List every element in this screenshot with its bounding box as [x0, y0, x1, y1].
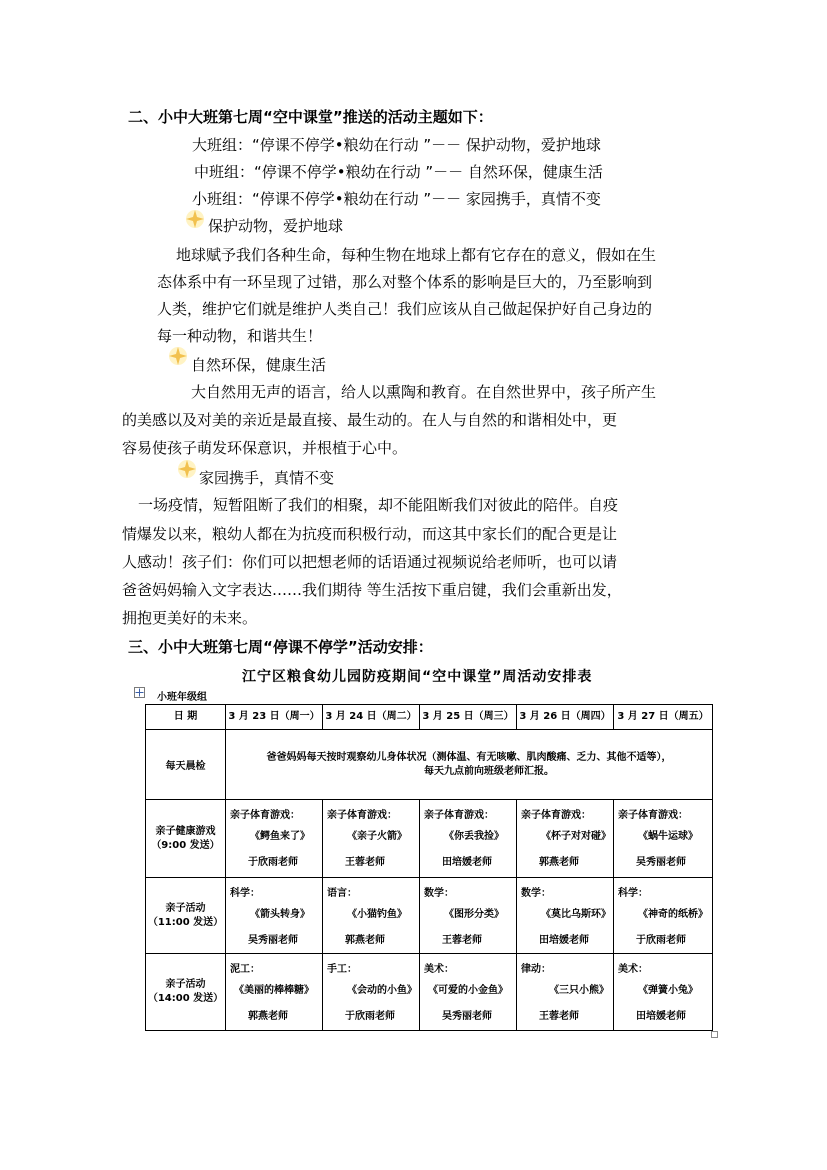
section3-heading: 三、小中大班第七周“停课不停学”活动安排：: [128, 638, 433, 656]
activity-cell: [226, 800, 323, 878]
activity-cell: [420, 800, 517, 878]
paragraph-line: 拥抱更美好的未来。: [122, 609, 258, 627]
activity-name: 《图形分类》: [444, 909, 504, 920]
activity-type: 美术：: [618, 964, 648, 975]
group-line-large: 大班组：“停课不停学•粮幼在行动 ”－－ 保护动物，爱护地球: [192, 136, 601, 154]
activity-type: 数学：: [521, 888, 551, 899]
activity-type: 亲子体育游戏：: [618, 810, 688, 821]
activity-name: 《箭头转身》: [250, 909, 310, 920]
group-label: 小班年级组: [157, 692, 207, 703]
date-text: 3 月 26 日（周四）: [519, 711, 611, 722]
activity-name: 《鳄鱼来了》: [250, 831, 310, 842]
activity-type: 美术：: [424, 964, 454, 975]
date-cell: [226, 705, 323, 730]
activity-teacher: 于欣雨老师: [636, 935, 686, 946]
activity-type: 亲子体育游戏：: [424, 810, 494, 821]
date-cell: [420, 705, 517, 730]
activity-type: 亲子体育游戏：: [327, 810, 397, 821]
table-row: [146, 730, 713, 800]
row-label-cell: [146, 730, 226, 800]
row-label: 亲子活动: [165, 979, 206, 990]
activity-name: 《你丢我捡》: [444, 831, 504, 842]
activity-cell: [323, 878, 420, 954]
sparkle-star-icon: [185, 209, 205, 229]
activity-teacher: 田培媛老师: [442, 857, 492, 868]
activity-teacher: 郭燕老师: [248, 1011, 288, 1022]
activity-cell: [420, 954, 517, 1031]
paragraph-line: 态体系中有一环呈现了过错，那么对整个体系的影响是巨大的，乃至影响到: [157, 273, 653, 291]
activity-teacher: 王蓉老师: [345, 857, 385, 868]
activity-name: 《亲子火箭》: [347, 831, 407, 842]
activity-type: 科学：: [618, 888, 648, 899]
row-time: （11:00 发送）: [147, 916, 224, 928]
activity-cell: [323, 800, 420, 878]
activity-teacher: 于欣雨老师: [345, 1011, 395, 1022]
paragraph-line: 人感动！孩子们：你们可以把想老师的话语通过视频说给老师听，也可以请: [122, 553, 618, 571]
date-text: 3 月 24 日（周二）: [325, 711, 417, 722]
date-label-cell: [146, 705, 226, 730]
activity-name: 《神奇的纸桥》: [638, 909, 708, 920]
morning-check-cell: [226, 730, 713, 800]
date-cell: [517, 705, 614, 730]
section2-heading: 二、小中大班第七周“空中课堂”推送的活动主题如下：: [128, 108, 493, 126]
row-label-cell: [146, 800, 226, 878]
paragraph-line: 每一种动物，和谐共生！: [157, 327, 323, 345]
row-label-cell: [146, 954, 226, 1031]
table-row: [146, 954, 713, 1031]
date-cell: [614, 705, 713, 730]
date-cell: [323, 705, 420, 730]
activity-name: 《可爱的小金鱼》: [428, 985, 508, 996]
activity-type: 科学：: [230, 888, 260, 899]
group-line-middle: 中班组：“停课不停学•粮幼在行动 ”－－ 自然环保，健康生活: [194, 163, 603, 181]
activity-cell: [517, 954, 614, 1031]
paragraph-line: 人类，维护它们就是维护人类自己！我们应该从自己做起保护好自己身边的: [157, 300, 653, 318]
table-row: [146, 878, 713, 954]
activity-type: 手工：: [327, 964, 357, 975]
row-label: 亲子健康游戏: [155, 825, 216, 837]
topic-title: 保护动物，爱护地球: [208, 217, 344, 235]
activity-teacher: 郭燕老师: [345, 935, 385, 946]
activity-teacher: 田培媛老师: [636, 1011, 686, 1022]
activity-cell: [420, 878, 517, 954]
morning-text: 爸爸妈妈每天按时观察幼儿身体状况（测体温、有无咳嗽、肌肉酸痛、乏力、其他不适等），: [266, 751, 672, 763]
activity-name: 《美丽的棒棒糖》: [234, 985, 314, 996]
activity-type: 亲子体育游戏：: [230, 810, 300, 821]
row-time: （9:00 发送）: [151, 839, 220, 851]
paragraph-line: 地球赋予我们各种生命，每种生物在地球上都有它存在的意义，假如在生: [176, 246, 657, 264]
paragraph-line: 容易使孩子萌发环保意识，并根植于心中。: [122, 439, 408, 457]
morning-text: 每天九点前向班级老师汇报。: [424, 765, 554, 777]
date-text: 3 月 25 日（周三）: [422, 711, 514, 722]
activity-cell: [323, 954, 420, 1031]
row-label: 每天晨检: [165, 761, 206, 772]
activity-cell: [226, 954, 323, 1031]
topic-title: 家园携手，真情不变: [199, 469, 335, 487]
activity-type: 泥工：: [230, 964, 260, 975]
table-title: 江宁区粮食幼儿园防疫期间“空中课堂”周活动安排表: [242, 669, 593, 685]
row-label: 亲子活动: [165, 902, 206, 914]
paragraph-line: 一场疫情，短暂阻断了我们的相聚，却不能阻断我们对彼此的陪伴。自疫: [138, 496, 619, 514]
activity-teacher: 王蓉老师: [539, 1011, 579, 1022]
activity-teacher: 吴秀丽老师: [636, 857, 686, 868]
activity-name: 《小猫钓鱼》: [347, 909, 407, 920]
group-line-small: 小班组：“停课不停学•粮幼在行动 ”－－ 家园携手，真情不变: [192, 190, 601, 208]
activity-cell: [226, 878, 323, 954]
paragraph-line: 大自然用无声的语言，给人以熏陶和教育。在自然世界中，孩子所产生: [191, 383, 657, 401]
activity-teacher: 吴秀丽老师: [442, 1011, 492, 1022]
paragraph-line: 爸爸妈妈输入文字表达……我们期待 等生活按下重启键，我们会重新出发，: [122, 581, 622, 599]
date-text: 3 月 27 日（周五）: [617, 711, 709, 722]
activity-teacher: 田培媛老师: [539, 935, 589, 946]
activity-name: 《杯子对对碰》: [541, 831, 611, 842]
move-handle-icon[interactable]: [134, 687, 145, 698]
activity-type: 语言：: [327, 888, 357, 899]
activity-name: 《莫比乌斯环》: [541, 909, 611, 920]
activity-teacher: 吴秀丽老师: [248, 935, 298, 946]
activity-name: 《三只小熊》: [549, 985, 609, 996]
activity-teacher: 王蓉老师: [442, 935, 482, 946]
activity-type: 亲子体育游戏：: [521, 810, 591, 821]
activity-teacher: 郭燕老师: [539, 857, 579, 868]
activity-name: 《蜗牛运球》: [638, 831, 698, 842]
activity-type: 律动：: [521, 964, 551, 975]
date-label: 日 期: [173, 711, 198, 722]
row-time: （14:00 发送）: [147, 993, 224, 1004]
table-resize-handle[interactable]: [711, 1031, 718, 1038]
activity-cell: [614, 954, 713, 1031]
row-label-cell: [146, 878, 226, 954]
sparkle-star-icon: [168, 346, 188, 366]
schedule-table: [145, 704, 713, 1031]
activity-cell: [517, 800, 614, 878]
topic-title: 自然环保，健康生活: [191, 356, 327, 374]
activity-cell: [517, 878, 614, 954]
activity-teacher: 于欣雨老师: [248, 857, 298, 868]
activity-name: 《弹簧小兔》: [638, 985, 698, 996]
table-header-row: [146, 705, 713, 730]
paragraph-line: 的美感以及对美的亲近是最直接、最生动的。在人与自然的和谐相处中，更: [122, 411, 618, 429]
activity-type: 数学：: [424, 888, 454, 899]
activity-cell: [614, 878, 713, 954]
table-row: [146, 800, 713, 878]
sparkle-star-icon: [177, 459, 197, 479]
paragraph-line: 情爆发以来，粮幼人都在为抗疫而积极行动，而这其中家长们的配合更是让: [122, 525, 618, 543]
activity-name: 《会动的小鱼》: [347, 985, 417, 996]
date-text: 3 月 23 日（周一）: [228, 711, 320, 722]
activity-cell: [614, 800, 713, 878]
